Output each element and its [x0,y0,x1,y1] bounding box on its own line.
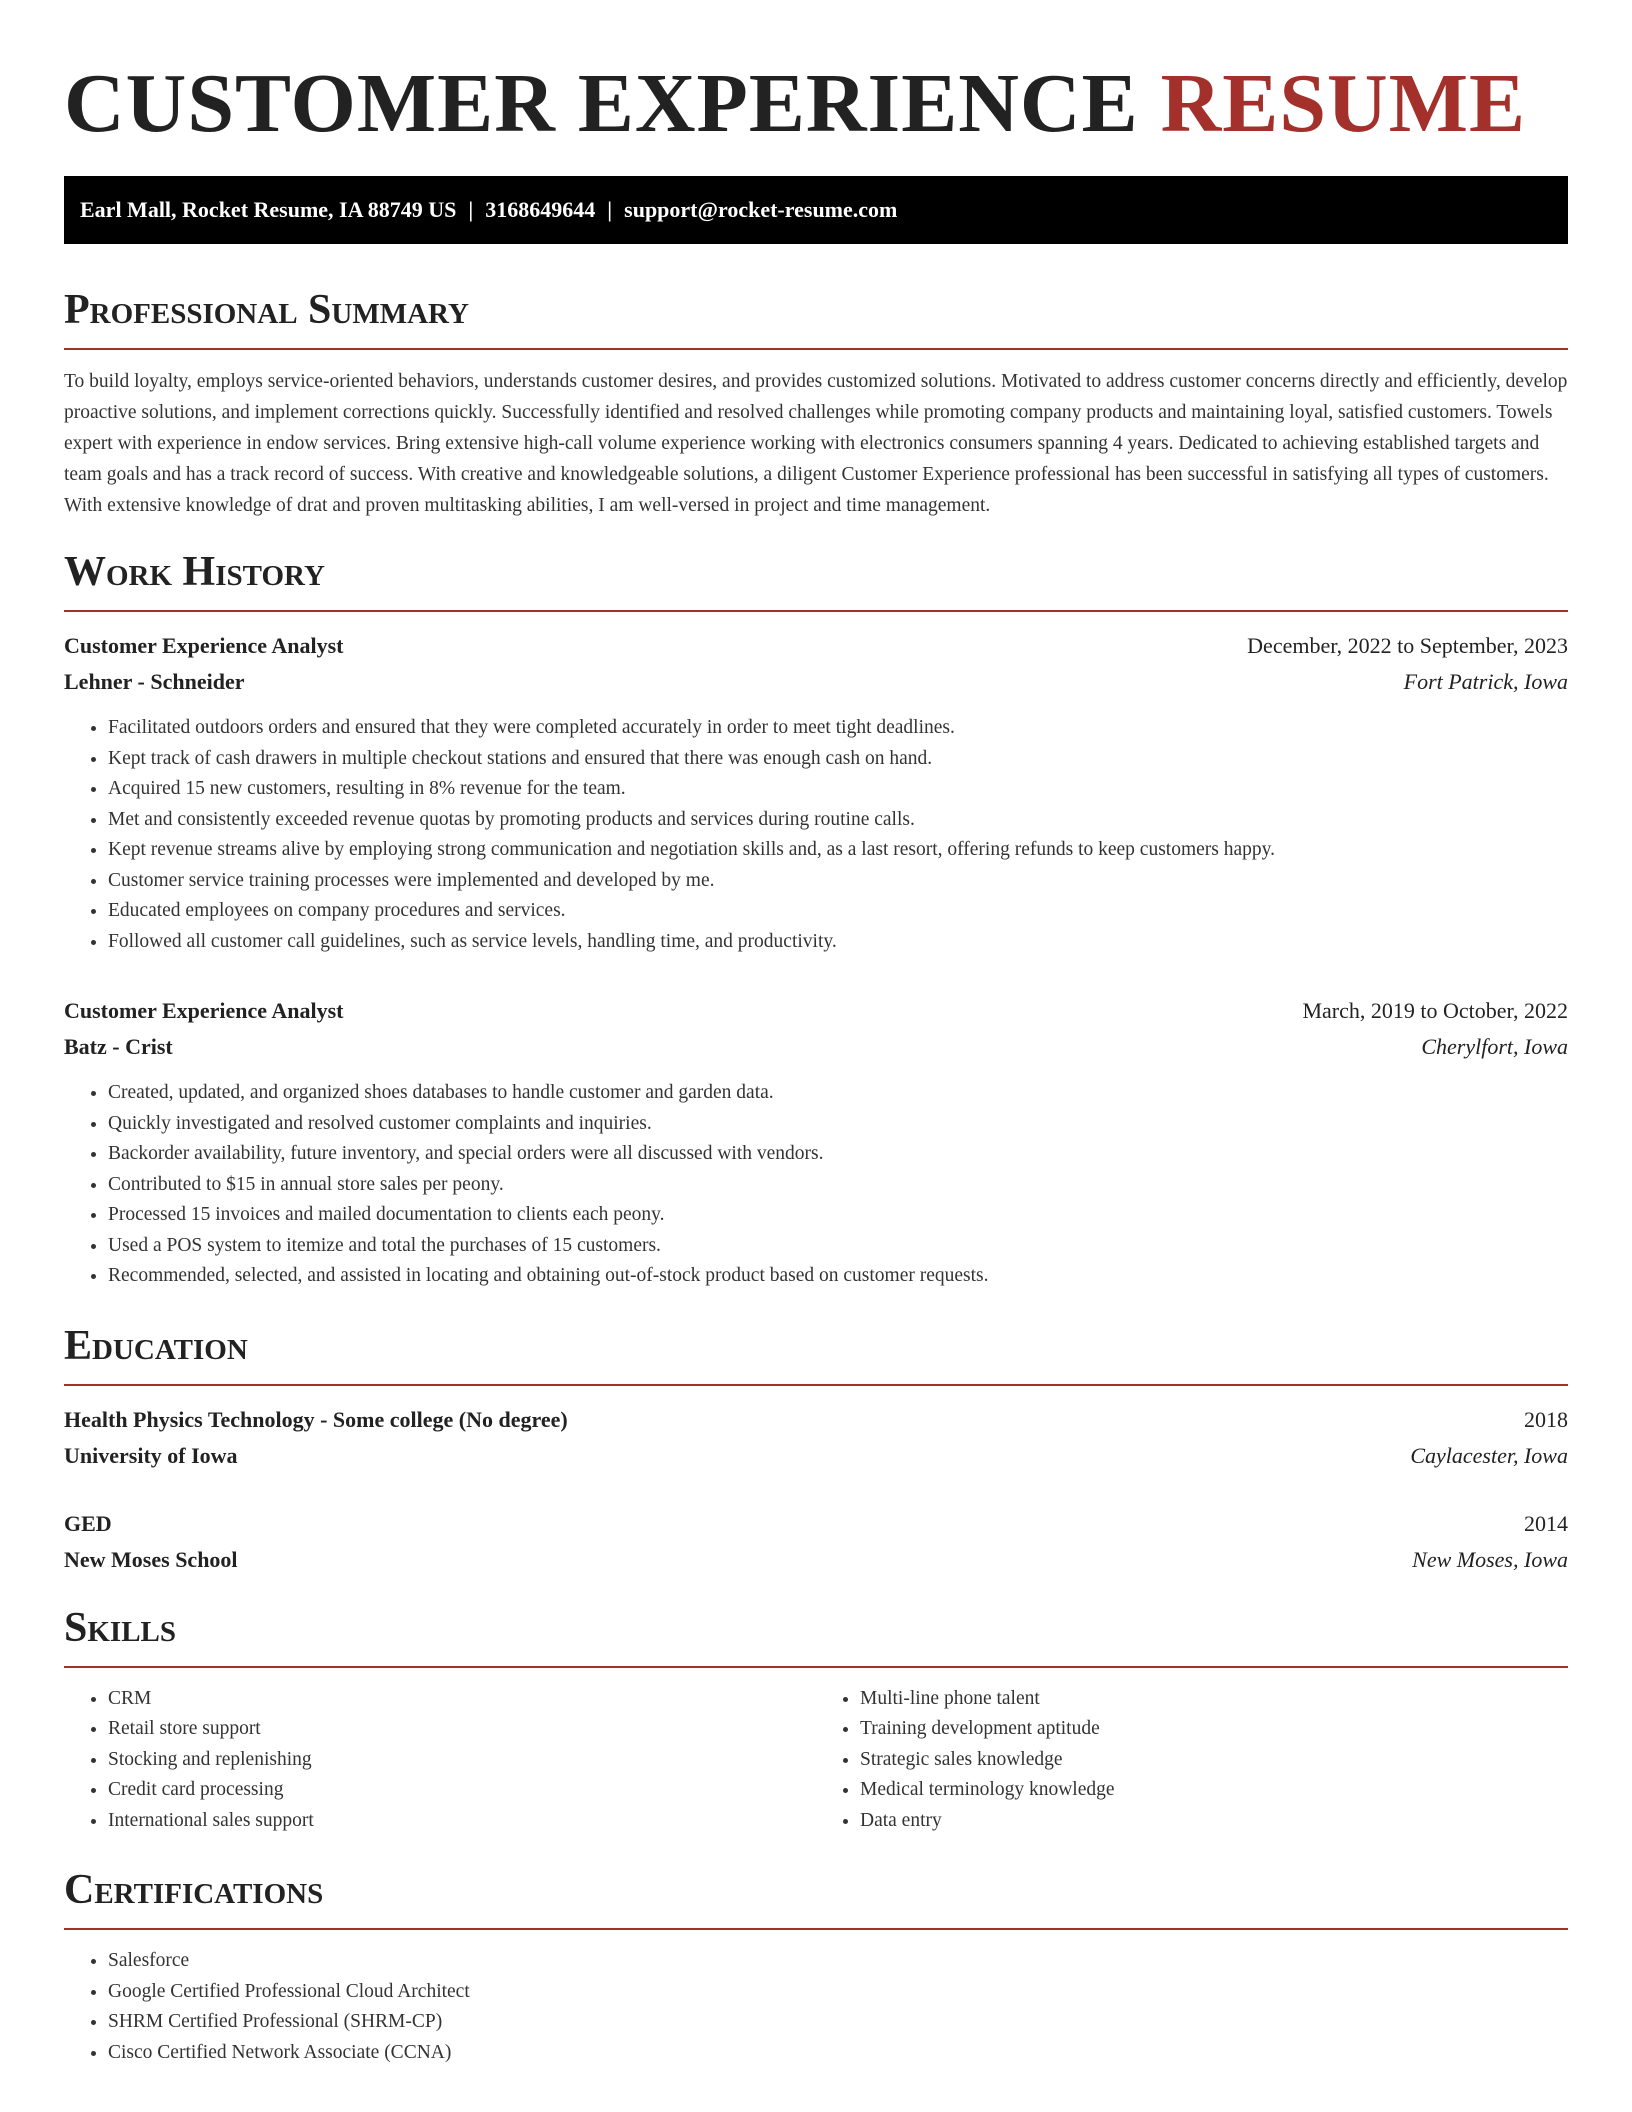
education-entry [64,1506,1568,1578]
job-header-row [64,628,1568,664]
certification-item: • Google Certified Professional Cloud Architect [108,1977,1568,2008]
job-entry [64,993,1568,1292]
resume-page [64,0,1568,2068]
job-dates: March, 2019 to October, 2022 [1302,998,1568,1023]
section-divider [64,348,1568,350]
contact-address: Earl Mall, Rocket Resume, IA 88749 US [80,197,457,222]
education-school-row [64,1438,1568,1474]
skill-item: • Stocking and replenishing [108,1745,816,1776]
title-main: CUSTOMER EXPERIENCE [64,57,1139,150]
resume-title [64,0,1568,152]
skills-list-right [816,1684,1568,1837]
list-item: • Customer service training processes were implemented and developed by me. [108,866,1568,897]
certification-item: • Salesforce [108,1946,1568,1977]
contact-separator: | [468,197,474,222]
section-heading: Certifications [64,1867,324,1913]
education-school-row [64,1542,1568,1578]
certifications-list [64,1946,1568,2068]
job-location: Cherylfort, Iowa [1421,1034,1568,1059]
education-degree: GED [64,1510,112,1536]
job-entry [64,628,1568,957]
work-history-section [64,548,1568,1292]
certifications-section [64,1866,1568,2068]
summary-section [64,286,1568,521]
education-school: New Moses School [64,1546,238,1572]
job-bullets [64,713,1568,957]
list-item: • Processed 15 invoices and mailed documentation to clients each peony. [108,1200,1568,1231]
contact-email[interactable]: support@rocket-resume.com [624,197,898,222]
skills-grid [64,1684,1568,1837]
job-header-row [64,993,1568,1029]
section-heading: Skills [64,1604,177,1651]
education-year: 2018 [1524,1406,1568,1432]
skill-item: • Retail store support [108,1714,816,1745]
skill-item: • Medical terminology knowledge [860,1775,1568,1806]
contact-separator: | [607,197,613,222]
title-accent: RESUME [1160,57,1527,150]
job-title: Customer Experience Analyst [64,998,344,1023]
skill-item: • Multi-line phone talent [860,1684,1568,1715]
section-divider [64,1928,1568,1930]
section-heading: Professional Summary [64,287,469,333]
section-heading: Work History [64,549,325,595]
skill-item: • Strategic sales knowledge [860,1745,1568,1776]
list-item: • Used a POS system to itemize and total the purchases of 15 customers. [108,1231,1568,1262]
job-title: Customer Experience Analyst [64,633,344,658]
skill-item: • Credit card processing [108,1775,816,1806]
skill-item: • CRM [108,1684,816,1715]
list-item: • Quickly investigated and resolved customer complaints and inquiries. [108,1109,1568,1140]
section-divider [64,1666,1568,1668]
job-bullets [64,1078,1568,1292]
list-item: • Recommended, selected, and assisted in locating and obtaining out-of-stock product based on customer requests. [108,1261,1568,1292]
summary-text: To build loyalty, employs service-oriented behaviors, understands customer desires, and provides customized solutions. Motivated to address customer concerns directly and efficiently, develop proactive solutions, and implement corrections quickly. Successfully identified and resolved challenges while promoting company products and maintaining loyal, satisfied customers. Towels expert with experience in endow services. Bring extensive high-call volume experience working with electronics consumers spanning 4 years. Dedicated to achieving established targets and team goals and has a track record of success. With creative and knowledgeable solutions, a diligent Customer Experience professional has been successful in satisfying all types of customers. With extensive knowledge of drat and proven multitasking abilities, I am well-versed in project and time management. [64,371,1568,516]
skill-item: • International sales support [108,1806,816,1837]
list-item: • Kept revenue streams alive by employing strong communication and negotiation skills and, as a last resort, offering refunds to keep customers happy. [108,835,1568,866]
section-divider [64,1384,1568,1386]
job-company: Lehner - Schneider [64,669,245,694]
skill-item: • Data entry [860,1806,1568,1837]
education-school: University of Iowa [64,1442,238,1468]
list-item: • Backorder availability, future inventory, and special orders were all discussed with vendors. [108,1139,1568,1170]
section-divider [64,610,1568,612]
education-section [64,1322,1568,1578]
list-item: • Facilitated outdoors orders and ensured that they were completed accurately in order to meet tight deadlines. [108,713,1568,744]
contact-bar [64,176,1568,244]
contact-phone[interactable]: 3168649644 [485,197,596,222]
skills-section [64,1604,1568,1837]
job-location: Fort Patrick, Iowa [1403,669,1568,694]
education-location: New Moses, Iowa [1412,1546,1568,1572]
education-degree-row [64,1506,1568,1542]
skill-item: • Training development aptitude [860,1714,1568,1745]
education-entry [64,1402,1568,1474]
skills-list-left [64,1684,816,1837]
list-item: • Contributed to $15 in annual store sales per peony. [108,1170,1568,1201]
education-degree: Health Physics Technology - Some college (No degree) [64,1406,568,1432]
list-item: • Created, updated, and organized shoes databases to handle customer and garden data. [108,1078,1568,1109]
education-location: Caylacester, Iowa [1410,1442,1568,1468]
education-year: 2014 [1524,1510,1568,1536]
certification-item: • SHRM Certified Professional (SHRM-CP) [108,2007,1568,2038]
job-dates: December, 2022 to September, 2023 [1247,633,1568,658]
list-item: • Kept track of cash drawers in multiple checkout stations and ensured that there was enough cash on hand. [108,744,1568,775]
job-company: Batz - Crist [64,1034,173,1059]
list-item: • Educated employees on company procedures and services. [108,896,1568,927]
job-company-row [64,1029,1568,1065]
list-item: • Followed all customer call guidelines, such as service levels, handling time, and productivity. [108,927,1568,958]
list-item: • Acquired 15 new customers, resulting in 8% revenue for the team. [108,774,1568,805]
education-degree-row [64,1402,1568,1438]
section-heading: Education [64,1322,248,1369]
certification-item: • Cisco Certified Network Associate (CCNA) [108,2038,1568,2069]
list-item: • Met and consistently exceeded revenue quotas by promoting products and services during routine calls. [108,805,1568,836]
job-company-row [64,664,1568,700]
